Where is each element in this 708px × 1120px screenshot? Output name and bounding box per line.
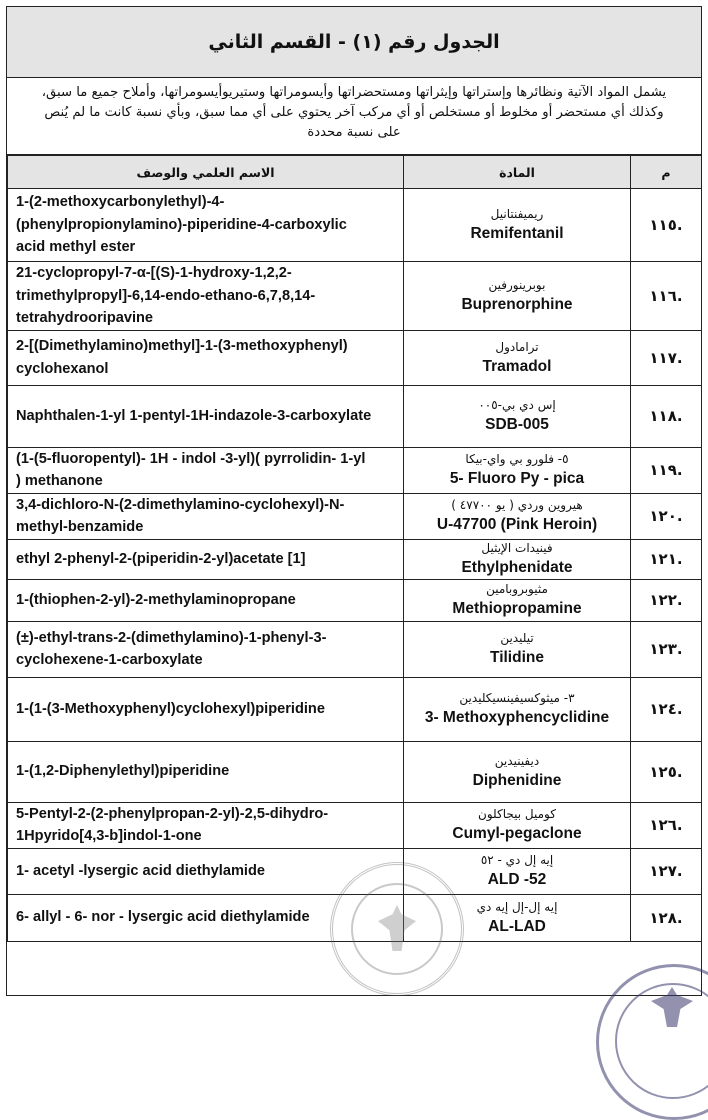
row-number-cell: .١٢٨ [631,894,702,941]
scientific-name-line: (1-(5-fluoropentyl)- 1H - indol -3-yl)( pyrrolidin- 1-yl [16,450,366,467]
scientific-name-cell [8,677,404,741]
scientific-name-line: acid methyl ester [16,239,136,256]
scientific-name-cell [8,539,404,579]
scientific-name-cell [8,621,404,677]
scientific-name-cell [8,741,404,802]
material-arabic-name: كوميل بيجاكلون [478,807,556,821]
table-row [8,848,702,894]
table-row [8,741,702,802]
scientific-name-line: 6- allyl - 6- nor - lysergic acid diethylamide [16,909,310,926]
scientific-name-line: 1Hpyrido[4,3-b]indol-1-one [16,828,202,844]
material-english-name: 3- Methoxyphencyclidine [424,709,610,726]
material-arabic-name: ريميفنتانيل [490,207,544,221]
scientific-name-line: ) methanone [16,473,103,489]
material-cell [404,447,631,493]
material-english-name: 5- Fluoro Py - pica [449,470,585,487]
scientific-name-cell [8,447,404,493]
row-number-cell: .١٢٥ [631,741,702,802]
table-row [8,539,702,579]
material-arabic-name: إس دي بي-٠٠٥ [478,398,556,412]
scientific-name-line: 5-Pentyl-2-(2-phenylpropan-2-yl)-2,5-dihydro- [16,805,329,822]
substances-table [7,155,702,942]
table-row [8,189,702,262]
material-cell [404,330,631,385]
table-row [8,579,702,621]
row-number-cell: .١١٥ [631,189,702,262]
material-cell [404,621,631,677]
table-row [8,385,702,447]
material-arabic-name: إيه إل دي - ٥٢ [480,853,554,867]
material-english-name: ALD -52 [487,871,547,888]
table-header-row [8,156,702,189]
material-english-name: SDB-005 [485,416,549,433]
intro-line: يشمل المواد الآتية ونظائرها وإستراتها وإيثراتها ومستحضراتها وأيسومراتها وستيريوأيسومراتها، وأملاح جميع ما سبق، [41,85,667,100]
scientific-name-cell [8,493,404,539]
row-number-cell: .١٢٤ [631,677,702,741]
material-cell [404,579,631,621]
material-english-name: Tramadol [482,357,552,375]
intro-line: على نسبة محددة [307,125,401,140]
row-number-cell: .١١٨ [631,385,702,447]
material-arabic-name: ٥- فلورو بي واي-بيكا [465,452,569,466]
scientific-name-line: methyl-benzamide [16,519,144,535]
scientific-name-line: 3,4-dichloro-N-(2-dimethylamino-cyclohexyl)-N- [16,496,345,513]
row-number-cell: .١٢٣ [631,621,702,677]
material-cell [404,539,631,579]
material-arabic-name: مثيوبروبامين [486,582,548,596]
scientific-name-cell [8,802,404,848]
material-cell [404,385,631,447]
scientific-name-cell [8,262,404,331]
row-number-cell: .١٢٢ [631,579,702,621]
material-cell [404,848,631,894]
scientific-name-line: 1-(thiophen-2-yl)-2-methylaminopropane [16,591,296,608]
row-number-cell: .١٢١ [631,539,702,579]
scientific-name-line: 2-[(Dimethylamino)methyl]-1-(3-methoxyphenyl) [16,338,348,354]
scientific-name-line: cyclohexanol [16,360,109,377]
table-row [8,447,702,493]
material-arabic-name: إيه إل-إل إيه دي [476,899,558,914]
material-arabic-name: بوبرينورفين [488,277,546,292]
row-number-cell: .١٢٠ [631,493,702,539]
material-arabic-name: ٣- ميثوكسيفينسيكليدين [459,691,575,705]
scientific-name-cell [8,894,404,941]
material-cell [404,894,631,941]
material-english-name: Diphenidine [472,771,562,789]
scientific-name-cell [8,848,404,894]
scientific-name-line: 1-(2-methoxycarbonylethyl)-4- [16,194,225,211]
material-english-name: AL-LAD [488,917,546,935]
scientific-name-line: (phenylpropionylamino)-piperidine-4-carboxylic [16,216,347,233]
table-row [8,262,702,331]
intro-line: وكذلك أي مستحضر أو مخلوط أو مستخلص أو أي مركب آخر يحتوي على أي مما سبق، وبأي نسبة كانت ما لم يُنص [44,105,664,120]
scientific-name-line: 1-(1-(3-Methoxyphenyl)cyclohexyl)piperidine [16,700,325,717]
scientific-name-line: 1- acetyl -lysergic acid diethylamide [16,862,266,879]
page-title: الجدول رقم (١) - القسم الثاني [208,31,500,53]
table-row [8,802,702,848]
material-english-name: Remifentanil [470,225,564,242]
header-number: م [631,156,702,189]
scientific-name-line: trimethylpropyl]-6,14-endo-ethano-6,7,8,14- [16,287,316,304]
table-row [8,330,702,385]
scientific-name-cell [8,579,404,621]
material-arabic-name: ديفينيدين [494,753,540,768]
material-cell [404,262,631,331]
material-english-name: Methiopropamine [452,600,582,617]
material-english-name: U-47700 (Pink Heroin) [436,516,598,533]
material-arabic-name: ترامادول [495,339,539,354]
material-english-name: Buprenorphine [461,295,573,313]
scientific-name-cell [8,385,404,447]
material-cell [404,189,631,262]
header-scientific-name: الاسم العلمي والوصف [8,156,404,189]
header-material: المادة [404,156,631,189]
material-english-name: Cumyl-pegaclone [452,825,582,842]
material-english-name: Ethylphenidate [461,559,573,576]
table-row [8,894,702,941]
table-row [8,621,702,677]
row-number-cell: .١٢٦ [631,802,702,848]
title-band [7,7,701,78]
row-number-cell: .١١٦ [631,262,702,331]
material-english-name: Tilidine [490,649,544,666]
scientific-name-line: 1-(1,2-Diphenylethyl)piperidine [16,763,230,780]
material-arabic-name: تيليدين [500,631,534,645]
document-page [6,6,702,996]
material-cell [404,802,631,848]
scientific-name-line: ethyl 2-phenyl-2-(piperidin-2-yl)acetate [1] [16,550,306,567]
scientific-name-line: (±)-ethyl-trans-2-(dimethylamino)-1-phenyl-3- [16,629,327,646]
row-number-cell: .١٢٧ [631,848,702,894]
table-body [8,189,702,942]
scientific-name-line: tetrahydrooripavine [16,310,154,326]
material-arabic-name: هيروين وردي ( يو ٤٧٧٠٠ ) [451,498,583,512]
material-cell [404,741,631,802]
row-number-cell: .١١٧ [631,330,702,385]
scientific-name-line: 21-cyclopropyl-7-α-[(S)-1-hydroxy-1,2,2- [16,265,292,281]
material-cell [404,493,631,539]
scientific-name-cell [8,189,404,262]
row-number-cell: .١١٩ [631,447,702,493]
table-row [8,493,702,539]
scientific-name-line: Naphthalen-1-yl 1-pentyl-1H-indazole-3-carboxylate [16,407,372,424]
scientific-name-cell [8,330,404,385]
material-cell [404,677,631,741]
scientific-name-line: cyclohexene-1-carboxylate [16,652,203,668]
table-row [8,677,702,741]
material-arabic-name: فينيدات الإيثيل [481,541,553,555]
intro-paragraph [7,77,701,155]
